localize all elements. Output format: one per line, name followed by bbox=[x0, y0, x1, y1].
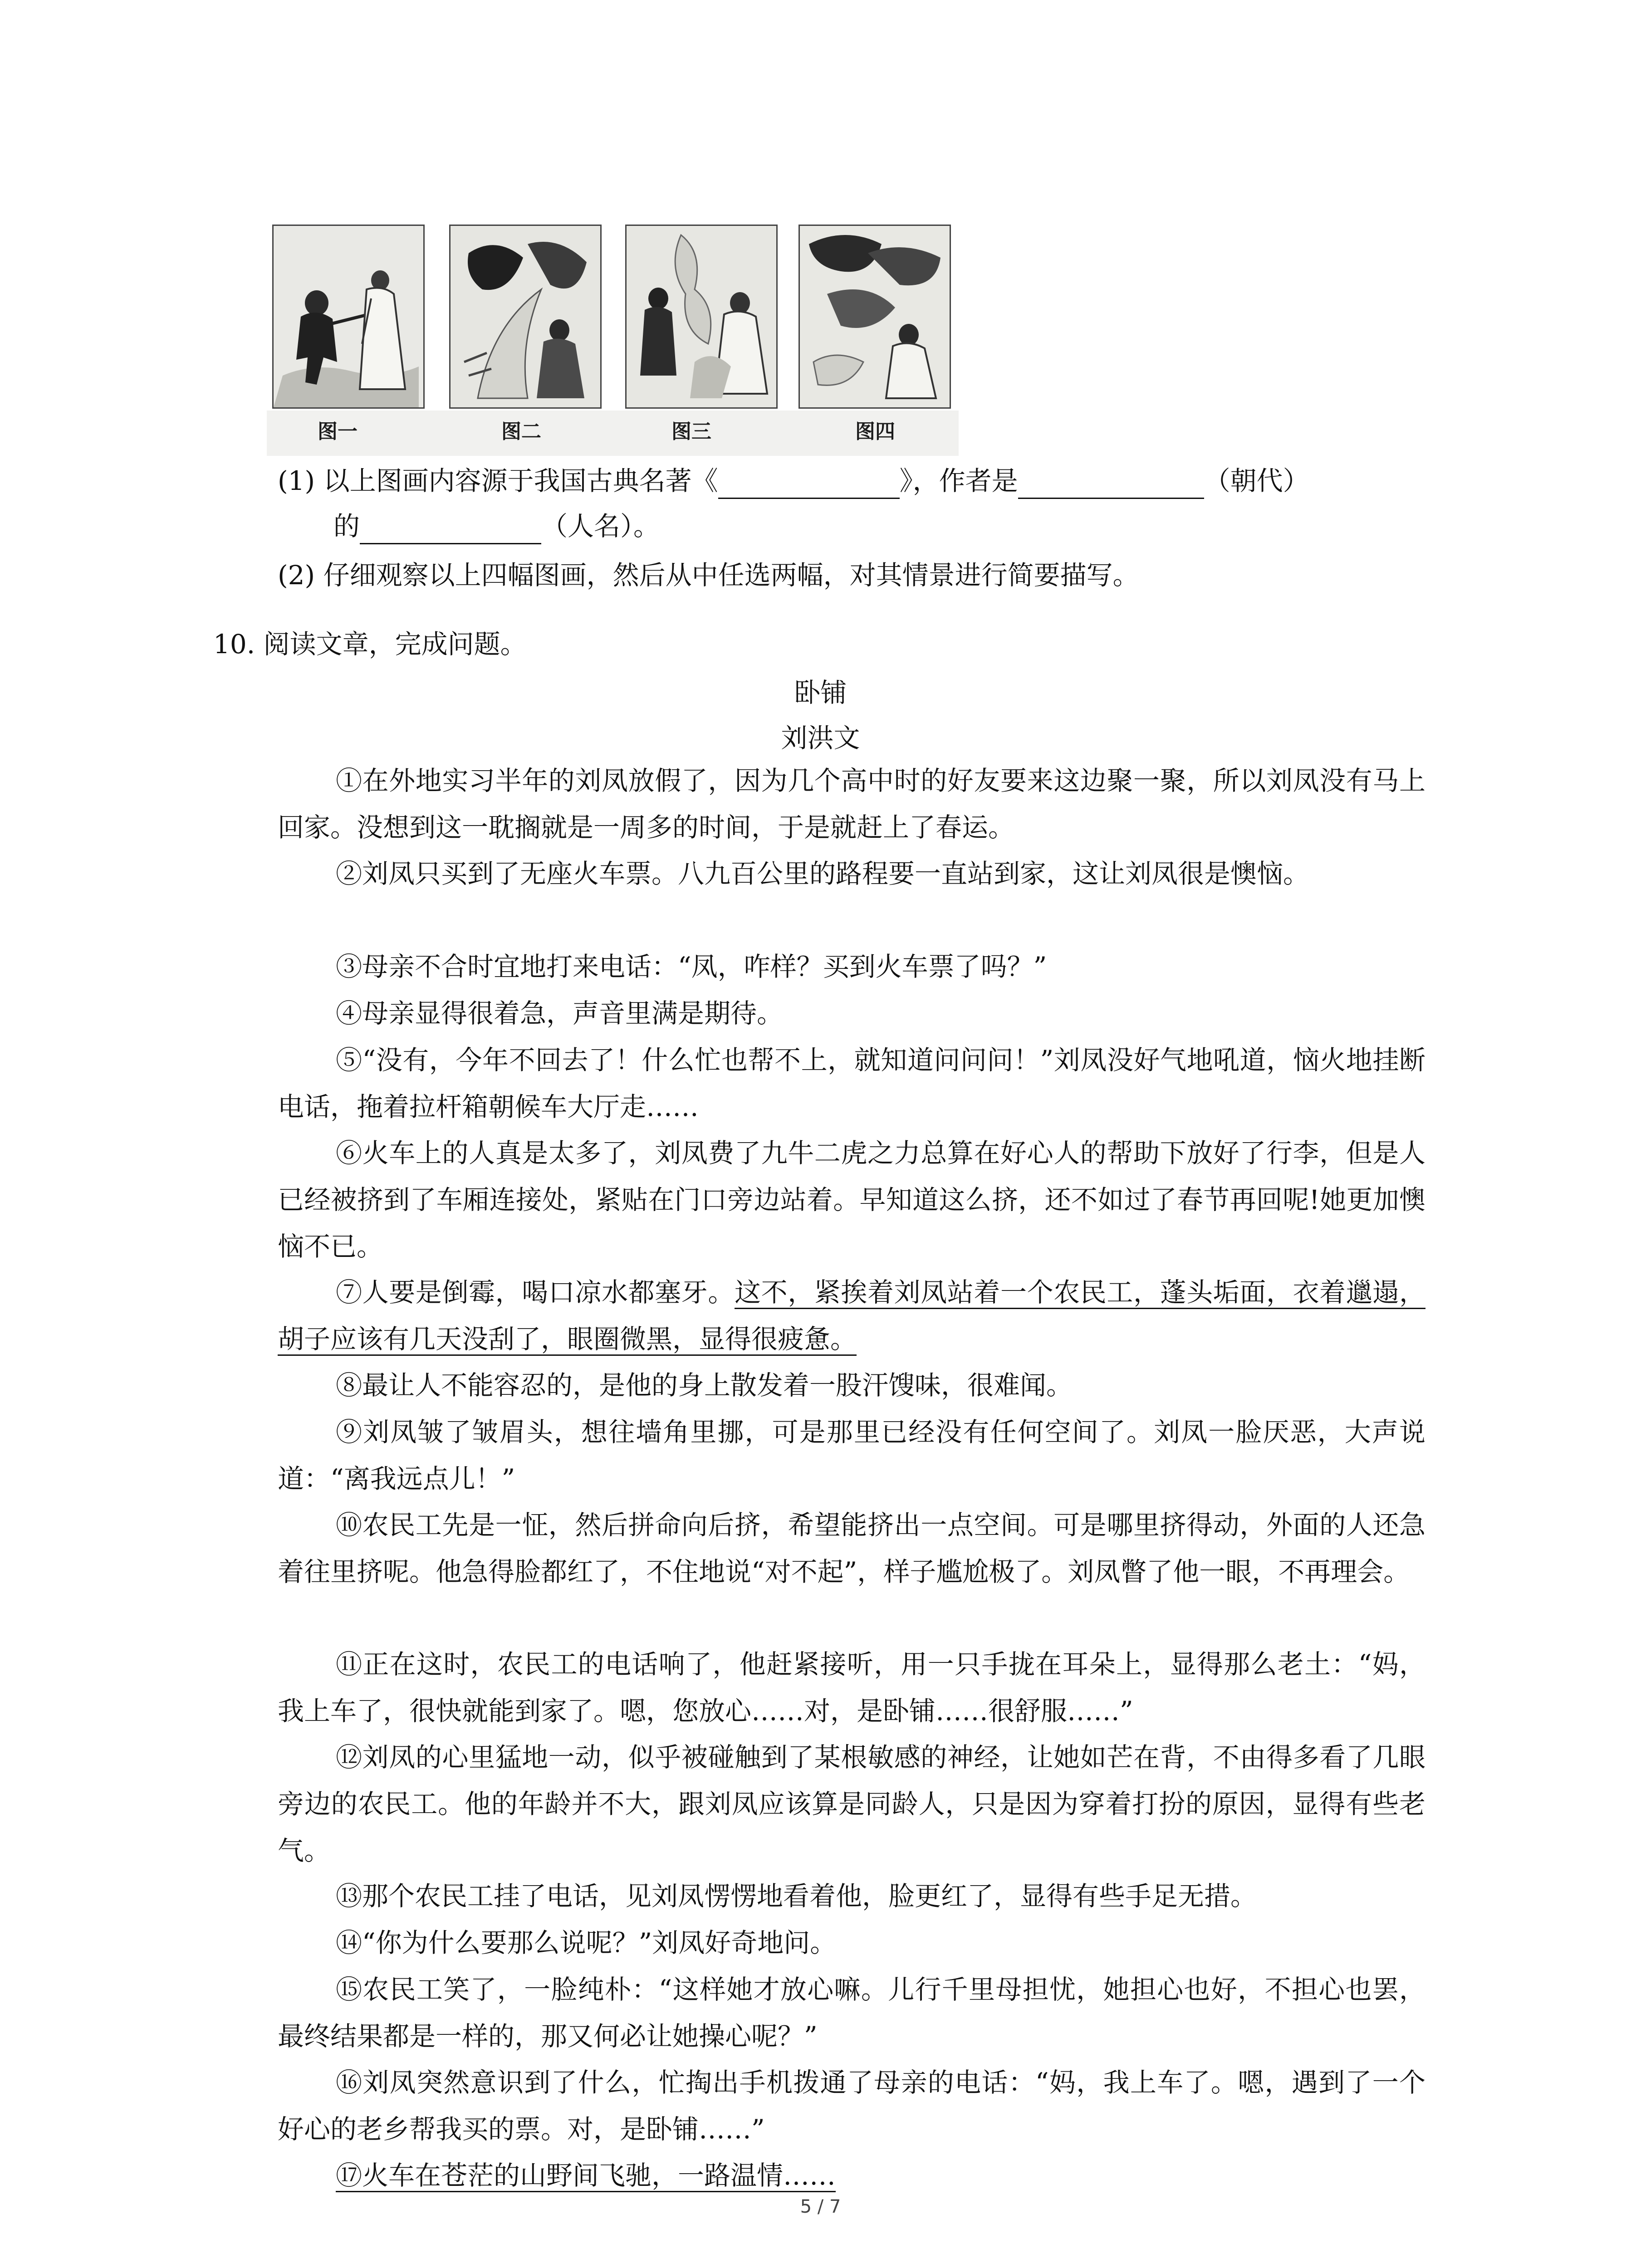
paragraph-7 bbox=[278, 1269, 1425, 1363]
illustration-4 bbox=[798, 225, 951, 409]
caption-3: 图三 bbox=[671, 420, 711, 443]
paragraph-12: ⑫刘凤的心里猛地一动，似乎被碰触到了某根敏感的神经，让她如芒在背，不由得多看了几眼旁边的农民工。他的年龄并不大，跟刘凤应该算是同龄人，只是因为穿着打扮的原因，显得有些老气。 bbox=[278, 1742, 1425, 1866]
article-author: 刘洪文 bbox=[781, 723, 860, 753]
q9-1-text-e: （人名）。 bbox=[541, 511, 660, 542]
q9-1-text-b: 》，作者是 bbox=[899, 465, 1018, 496]
caption-2: 图二 bbox=[501, 420, 541, 443]
author-name-blank[interactable] bbox=[360, 515, 541, 544]
paragraph-16: ⑯刘凤突然意识到了什么，忙掏出手机拨通了母亲的电话：“妈，我上车了。嗯，遇到了一个好心的老乡帮我买的票。对，是卧铺……” bbox=[278, 2067, 1425, 2145]
q9-1-text-c: （朝代） bbox=[1204, 465, 1309, 496]
paragraph-9: ⑨刘凤皱了皱眉头，想往墙角里挪，可是那里已经没有任何空间了。刘凤一脸厌恶，大声说道：“离我远点儿！” bbox=[278, 1417, 1425, 1494]
paragraph-3: ③母亲不合时宜地打来电话：“凤，咋样？买到火车票了吗？” bbox=[336, 951, 1047, 982]
paragraph-2: ②刘凤只买到了无座火车票。八九百公里的路程要一直站到家，这让刘凤很是懊恼。 bbox=[336, 858, 1310, 889]
page-number: 5 / 7 bbox=[800, 2196, 841, 2217]
paragraph-6: ⑥火车上的人真是太多了，刘凤费了九牛二虎之力总算在好心人的帮助下放好了行李，但是人已经被挤到了车厢连接处，紧贴在门口旁边站着。早知道这么挤，还不如过了春节再回呢!她更加懊恼不已。 bbox=[278, 1138, 1425, 1262]
article-title: 卧铺 bbox=[794, 677, 847, 708]
q10-heading: 10. 阅读文章，完成问题。 bbox=[213, 629, 527, 660]
paragraph-17 bbox=[336, 2152, 1425, 2199]
q9-2-number: (2) bbox=[278, 560, 315, 591]
q9-1-text-d: 的 bbox=[333, 511, 360, 542]
q9-1-number: (1) bbox=[278, 465, 315, 496]
paragraph-10: ⑩农民工先是一怔，然后拼命向后挤，希望能挤出一点空间。可是哪里挤得动，外面的人还急着往里挤呢。他急得脸都红了，不住地说“对不起”，样子尴尬极了。刘凤瞥了他一眼，不再理会。 bbox=[278, 1510, 1425, 1587]
caption-4: 图四 bbox=[855, 420, 895, 443]
caption-1: 图一 bbox=[318, 420, 358, 443]
illustration-1 bbox=[272, 225, 425, 409]
q9-1-line-2 bbox=[333, 508, 660, 544]
paragraph-1: ①在外地实习半年的刘凤放假了，因为几个高中时的好友要来这边聚一聚，所以刘凤没有马上回家。没想到这一耽搁就是一周多的时间，于是就赶上了春运。 bbox=[278, 765, 1425, 843]
q9-1-text-a: 以上图画内容源于我国古典名著《 bbox=[323, 465, 718, 496]
paragraph-17-underlined: ⑰火车在苍茫的山野间飞驰，一路温情…… bbox=[336, 2160, 836, 2192]
illustration-3 bbox=[625, 225, 778, 409]
paragraph-5: ⑤“没有，今年不回去了！什么忙也帮不上，就知道问问问！”刘凤没好气地吼道，恼火地挂断电话，拖着拉杆箱朝候车大厅走…… bbox=[278, 1045, 1425, 1122]
q9-1-line-1 bbox=[278, 463, 1309, 499]
paragraph-8: ⑧最让人不能容忍的，是他的身上散发着一股汗馊味，很难闻。 bbox=[336, 1370, 1073, 1401]
paragraph-7-underlined: 这不，紧挨着刘凤站着一个农民工，蓬头垢面，衣着邋遢，胡子应该有几天没刮了，眼圈微黑，显得很疲惫。 bbox=[278, 1277, 1425, 1356]
paragraph-7-lead: ⑦人要是倒霉，喝口凉水都塞牙。 bbox=[336, 1277, 735, 1308]
paragraph-13: ⑬那个农民工挂了电话，见刘凤愣愣地看着他，脸更红了，显得有些手足无措。 bbox=[336, 1881, 1257, 1911]
book-title-blank[interactable] bbox=[718, 469, 900, 499]
q9-2-text: 仔细观察以上四幅图画，然后从中任选两幅，对其情景进行简要描写。 bbox=[323, 560, 1139, 591]
illustration-2 bbox=[449, 225, 602, 409]
paragraph-15: ⑮农民工笑了，一脸纯朴：“这样她才放心嘛。儿行千里母担忧，她担心也好，不担心也罢，最终结果都是一样的，那又何必让她操心呢？” bbox=[278, 1974, 1425, 2052]
paragraph-14: ⑭“你为什么要那么说呢？”刘凤好奇地问。 bbox=[336, 1927, 837, 1958]
paragraph-4: ④母亲显得很着急，声音里满是期待。 bbox=[336, 998, 784, 1029]
dynasty-blank[interactable] bbox=[1018, 469, 1204, 499]
paragraph-11: ⑪正在这时，农民工的电话响了，他赶紧接听，用一只手拢在耳朵上，显得那么老土：“妈，我上车了，很快就能到家了。嗯，您放心……对，是卧铺……很舒服……” bbox=[278, 1649, 1425, 1726]
q9-2 bbox=[278, 557, 1139, 593]
